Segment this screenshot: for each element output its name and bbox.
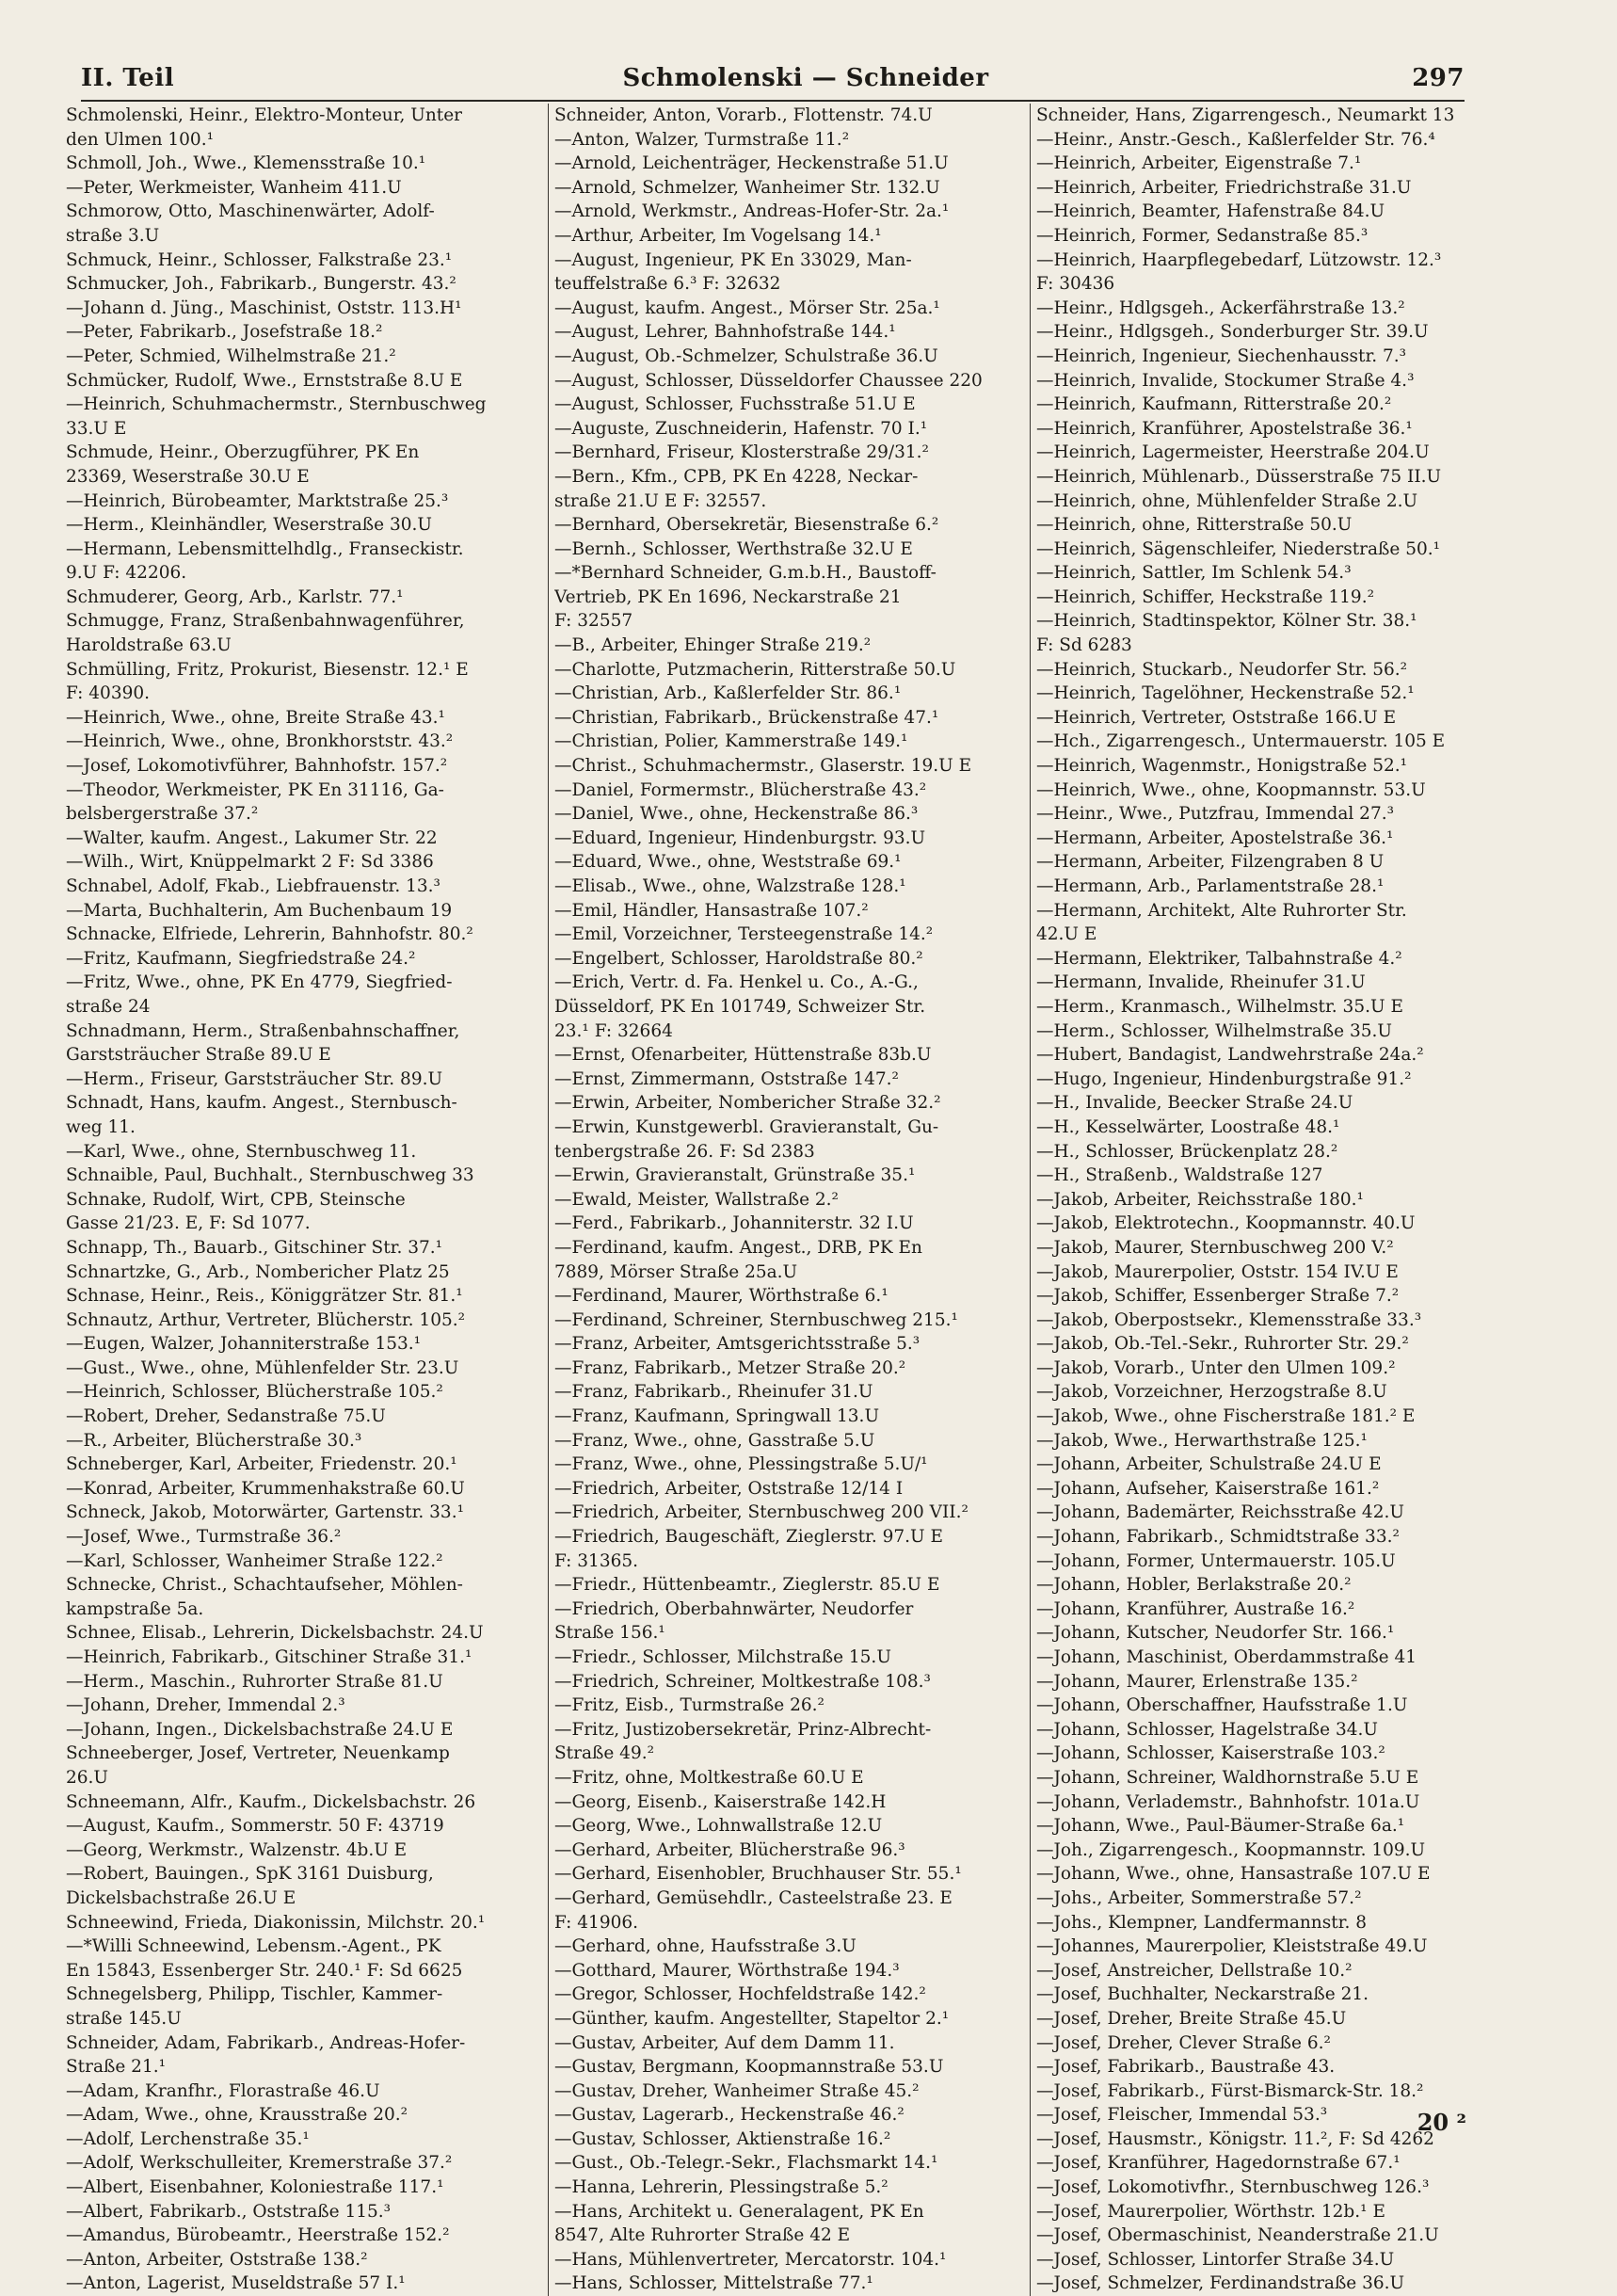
directory-entry: Schnee, Elisab., Lehrerin, Dickelsbachstr. 24.U	[66, 1623, 484, 1644]
directory-entry: Schneider, Anton, Vorarb., Flottenstr. 74.U	[554, 105, 933, 125]
directory-entry: —Josef, Lokomotivfhr., Sternbuschweg 126.³	[1036, 2177, 1430, 2198]
directory-entry: Vertrieb, PK En 1696, Neckarstraße 21	[554, 586, 902, 607]
directory-entry: —Fritz, Eisb., Turmstraße 26.²	[554, 1695, 825, 1716]
directory-entry: —Hermann, Architekt, Alte Ruhrorter Str.	[1036, 900, 1407, 921]
directory-entry: —Peter, Werkmeister, Wanheim 411.U	[66, 177, 402, 198]
directory-entry: En 15843, Essenberger Str. 240.¹ F: Sd 6625	[66, 1960, 463, 1981]
directory-entry: —Heinr., Hdlgsgeh., Sonderburger Str. 39.U	[1036, 322, 1429, 343]
directory-entry: Schmuck, Heinr., Schlosser, Falkstraße 23.¹	[66, 249, 453, 270]
directory-entry: F: 32557	[554, 611, 633, 632]
directory-entry: —Gustav, Bergmann, Koopmannstraße 53.U	[554, 2057, 944, 2078]
directory-entry: —Gustav, Arbeiter, Auf dem Damm 11.	[554, 2032, 895, 2053]
directory-entry: —Ferdinand, Schreiner, Sternbuschweg 215.¹	[554, 1309, 958, 1330]
directory-entry: —Johann, Schlosser, Hagelstraße 34.U	[1036, 1719, 1378, 1740]
directory-entry: —Gust., Ob.-Telegr.-Sekr., Flachsmarkt 14.¹	[554, 2153, 938, 2174]
directory-entry: Schnautz, Arthur, Vertreter, Blücherstr. 105.²	[66, 1309, 466, 1330]
directory-entry: —Arnold, Schmelzer, Wanheimer Str. 132.U	[554, 177, 940, 198]
directory-entry: —Charlotte, Putzmacherin, Ritterstraße 50.U	[554, 659, 956, 680]
directory-entry: —Daniel, Formermstr., Blücherstraße 43.²	[554, 779, 927, 800]
directory-entry: —Heinrich, Invalide, Stockumer Straße 4.³	[1036, 370, 1415, 391]
directory-entry: —Adam, Wwe., ohne, Krausstraße 20.²	[66, 2105, 408, 2126]
directory-entry: kampstraße 5a.	[66, 1598, 204, 1619]
directory-entry: F: 40390.	[66, 683, 151, 704]
directory-entry: —Heinrich, Wwe., ohne, Bronkhorststr. 43.²	[66, 731, 454, 752]
directory-entry: —Peter, Fabrikarb., Josefstraße 18.²	[66, 322, 383, 343]
directory-entry: —Heinrich, Vertreter, Oststraße 166.U E	[1036, 707, 1397, 728]
directory-entry: —Herm., Friseur, Garststräucher Str. 89.U	[66, 1068, 443, 1089]
directory-entry: Garststräucher Straße 89.U E	[66, 1045, 331, 1066]
directory-entry: belsbergerstraße 37.²	[66, 804, 259, 825]
directory-entry: —Heinrich, Ingenieur, Siechenhausstr. 7.³	[1036, 345, 1407, 366]
directory-entry: —Bernhard, Obersekretär, Biesenstraße 6.²	[554, 515, 939, 536]
directory-entry: —Arnold, Werkmstr., Andreas-Hofer-Str. 2a.¹	[554, 201, 950, 222]
directory-entry: —Johann, Wwe., ohne, Hansastraße 107.U E	[1036, 1864, 1431, 1885]
directory-entry: —*Willi Schneewind, Lebensm.-Agent., PK	[66, 1936, 441, 1957]
directory-entry: Schneider, Hans, Zigarrengesch., Neumarkt 13	[1036, 105, 1455, 125]
page-header	[81, 56, 1465, 102]
directory-entry: —Herm., Kranmasch., Wilhelmstr. 35.U E	[1036, 996, 1403, 1017]
directory-entry: Schmude, Heinr., Oberzugführer, PK En	[66, 442, 420, 463]
directory-entry: —Gerhard, Arbeiter, Blücherstraße 96.³	[554, 1839, 905, 1860]
directory-entry: —Joh., Zigarrengesch., Koopmannstr. 109.U	[1036, 1839, 1426, 1860]
directory-entry: —Anton, Arbeiter, Oststraße 138.²	[66, 2249, 368, 2270]
directory-entry: —Josef, Maurerpolier, Wörthstr. 12b.¹ E	[1036, 2201, 1385, 2222]
directory-entry: Schmorow, Otto, Maschinenwärter, Adolf-	[66, 201, 435, 222]
directory-entry: —Heinr., Anstr.-Gesch., Kaßlerfelder Str. 76.⁴	[1036, 129, 1435, 150]
directory-entry: 42.U E	[1036, 924, 1097, 945]
directory-entry: Schnartzke, G., Arb., Nombericher Platz 25	[66, 1261, 450, 1282]
directory-entry: —Georg, Wwe., Lohnwallstraße 12.U	[554, 1816, 883, 1837]
section-label: II. Teil	[81, 64, 175, 92]
directory-entry: —Hermann, Arbeiter, Filzengraben 8 U	[1036, 852, 1385, 873]
directory-entry: —Bern., Kfm., CPB, PK En 4228, Neckar-	[554, 466, 919, 487]
directory-entry: —Johann, Hobler, Berlakstraße 20.²	[1036, 1575, 1352, 1596]
directory-entry: —Ferdinand, Maurer, Wörthstraße 6.¹	[554, 1286, 889, 1307]
directory-entry: Haroldstraße 63.U	[66, 635, 232, 656]
directory-entry: —Erich, Vertr. d. Fa. Henkel u. Co., A.-G.,	[554, 972, 919, 993]
directory-entry: —H., Schlosser, Brückenplatz 28.²	[1036, 1141, 1338, 1162]
directory-entry: —Johann d. Jüng., Maschinist, Oststr. 113.H¹	[66, 297, 462, 318]
directory-entry: —Gerhard, Gemüsehdlr., Casteelstraße 23. E	[554, 1887, 953, 1908]
directory-entry: —Elisab., Wwe., ohne, Walzstraße 128.¹	[554, 876, 906, 896]
directory-entry: Schnake, Rudolf, Wirt, CPB, Steinsche	[66, 1189, 406, 1210]
directory-entry: Schnadmann, Herm., Straßenbahnschaffner,	[66, 1020, 460, 1041]
directory-entry: —August, Schlosser, Düsseldorfer Chaussee 220	[554, 370, 983, 391]
directory-entry: Schnacke, Elfriede, Lehrerin, Bahnhofstr. 80.²	[66, 924, 473, 945]
directory-entry: —Josef, Hausmstr., Königstr. 11.², F: Sd 4262	[1036, 2128, 1434, 2149]
directory-entry: 8547, Alte Ruhrorter Straße 42 E	[554, 2225, 851, 2246]
directory-entry: —Jakob, Elektrotechn., Koopmannstr. 40.U	[1036, 1213, 1416, 1234]
directory-entry: —Heinrich, ohne, Ritterstraße 50.U	[1036, 515, 1353, 536]
directory-entry: —Johann, Schlosser, Kaiserstraße 103.²	[1036, 1743, 1385, 1764]
directory-entry: —B., Arbeiter, Ehinger Straße 219.²	[554, 635, 872, 656]
directory-entry: F: 31365.	[554, 1550, 639, 1571]
directory-entry: —Emil, Händler, Hansastraße 107.²	[554, 900, 869, 921]
directory-entry: —Anton, Walzer, Turmstraße 11.²	[554, 129, 850, 150]
directory-entry: —August, Lehrer, Bahnhofstraße 144.¹	[554, 322, 896, 343]
directory-entry: Schnaible, Paul, Buchhalt., Sternbuschweg 33	[66, 1165, 474, 1186]
directory-entry: —Hans, Architekt u. Generalagent, PK En	[554, 2201, 924, 2222]
directory-entry: Schnapp, Th., Bauarb., Gitschiner Str. 37.¹	[66, 1237, 443, 1258]
directory-entry: Schmolenski, Heinr., Elektro-Monteur, Unter	[66, 105, 463, 125]
directory-entry: —Josef, Fabrikarb., Baustraße 43.	[1036, 2057, 1336, 2078]
directory-entry: 7889, Mörser Straße 25a.U	[554, 1261, 798, 1282]
directory-entry: —Eduard, Wwe., ohne, Weststraße 69.¹	[554, 852, 902, 873]
directory-entry: —Walter, kaufm. Angest., Lakumer Str. 22	[66, 827, 438, 848]
directory-entry: Schneberger, Karl, Arbeiter, Friedenstr. 20.¹	[66, 1454, 457, 1475]
directory-entry: —Arnold, Leichenträger, Heckenstraße 51.U	[554, 153, 949, 174]
directory-entry: Schnecke, Christ., Schachtaufseher, Möhlen-	[66, 1575, 463, 1596]
directory-entry: Schneeberger, Josef, Vertreter, Neuenkamp	[66, 1743, 450, 1764]
directory-entry: —Johann, Verlademstr., Bahnhofstr. 101a.U	[1036, 1791, 1420, 1812]
directory-column-2	[548, 104, 1025, 2296]
directory-entry: Schnadt, Hans, kaufm. Angest., Sternbusch-	[66, 1093, 457, 1114]
page-number: 297	[1412, 64, 1465, 92]
directory-entry: —Robert, Dreher, Sedanstraße 75.U	[66, 1406, 386, 1427]
directory-entry: —Franz, Wwe., ohne, Gasstraße 5.U	[554, 1430, 875, 1451]
directory-entry: 23.¹ F: 32664	[554, 1020, 673, 1041]
directory-entry: —Heinrich, Schlosser, Blücherstraße 105.²	[66, 1382, 443, 1403]
directory-entry: —Heinrich, Haarpflegebedarf, Lützowstr. 12.³	[1036, 249, 1442, 270]
directory-entry: —Eugen, Walzer, Johanniterstraße 153.¹	[66, 1334, 422, 1355]
directory-entry: —Josef, Wwe., Turmstraße 36.²	[66, 1527, 342, 1548]
directory-entry: den Ulmen 100.¹	[66, 129, 214, 150]
directory-entry: —Josef, Kranführer, Hagedornstraße 67.¹	[1036, 2153, 1401, 2174]
directory-entry: F: 41906.	[554, 1912, 639, 1933]
directory-entry: —Anton, Lagerist, Museldstraße 57 I.¹	[66, 2273, 406, 2294]
directory-entry: —Fritz, Kaufmann, Siegfriedstraße 24.²	[66, 948, 416, 969]
directory-entry: —Heinrich, Tagelöhner, Heckenstraße 52.¹	[1036, 683, 1415, 704]
directory-entry: —Christian, Fabrikarb., Brückenstraße 47.¹	[554, 707, 939, 728]
directory-entry: —Johannes, Maurerpolier, Kleiststraße 49.U	[1036, 1936, 1428, 1957]
directory-entry: —Heinrich, Arbeiter, Eigenstraße 7.¹	[1036, 153, 1362, 174]
directory-entry: —Gotthard, Maurer, Wörthstraße 194.³	[554, 1960, 900, 1981]
directory-entry: —Heinr., Hdlgsgeh., Ackerfährstraße 13.²	[1036, 297, 1405, 318]
directory-entry: —Josef, Fabrikarb., Fürst-Bismarck-Str. 18.²	[1036, 2080, 1424, 2101]
directory-entry: 26.U	[66, 1767, 109, 1788]
directory-entry: —Josef, Anstreicher, Dellstraße 10.²	[1036, 1960, 1353, 1981]
directory-entry: —Franz, Fabrikarb., Metzer Straße 20.²	[554, 1357, 906, 1378]
directory-entry: —Christian, Arb., Kaßlerfelder Str. 86.¹	[554, 683, 902, 704]
directory-entry: —Adolf, Werkschulleiter, Kremerstraße 37.²	[66, 2153, 453, 2174]
directory-entry: —Friedrich, Oberbahnwärter, Neudorfer	[554, 1598, 914, 1619]
directory-entry: —Konrad, Arbeiter, Krummenhakstraße 60.U	[66, 1478, 465, 1499]
directory-entry: —Johann, Dreher, Immendal 2.³	[66, 1695, 345, 1716]
directory-entry: straße 145.U	[66, 2008, 182, 2029]
directory-entry: Schneemann, Alfr., Kaufm., Dickelsbachstr. 26	[66, 1791, 476, 1812]
directory-entry: —Ferd., Fabrikarb., Johanniterstr. 32 I.U	[554, 1213, 914, 1234]
directory-entry: —Theodor, Werkmeister, PK En 31116, Ga-	[66, 779, 444, 800]
directory-entry: F: 30436	[1036, 274, 1115, 295]
directory-entry: F: Sd 6283	[1036, 635, 1132, 656]
directory-entry: Schmuderer, Georg, Arb., Karlstr. 77.¹	[66, 586, 404, 607]
directory-entry: —Hugo, Ingenieur, Hindenburgstraße 91.²	[1036, 1068, 1412, 1089]
directory-entry: Schmugge, Franz, Straßenbahnwagenführer,	[66, 611, 465, 632]
directory-entry: —Auguste, Zuschneiderin, Hafenstr. 70 I.¹	[554, 418, 928, 439]
directory-entry: Schneider, Adam, Fabrikarb., Andreas-Hofer-	[66, 2032, 466, 2053]
directory-entry: —Jakob, Arbeiter, Reichsstraße 180.¹	[1036, 1189, 1364, 1210]
directory-entry: —Heinrich, Mühlenarb., Düsserstraße 75 II.U	[1036, 466, 1442, 487]
directory-entry: —Hermann, Arb., Parlamentstraße 28.¹	[1036, 876, 1385, 896]
directory-entry: —Johann, Wwe., Paul-Bäumer-Straße 6a.¹	[1036, 1816, 1405, 1837]
directory-entry: —Friedrich, Baugeschäft, Zieglerstr. 97.U E	[554, 1527, 944, 1548]
directory-entry: —Heinrich, Lagermeister, Heerstraße 204.U	[1036, 442, 1430, 463]
directory-entry: —Heinrich, Beamter, Hafenstraße 84.U	[1036, 201, 1385, 222]
directory-entry: —Heinrich, Sattler, Im Schlenk 54.³	[1036, 563, 1352, 584]
directory-entry: —Jakob, Schiffer, Essenberger Straße 7.²	[1036, 1286, 1400, 1307]
directory-entry: —Gustav, Lagerarb., Heckenstraße 46.²	[554, 2105, 905, 2126]
directory-entry: —Herm., Kleinhändler, Weserstraße 30.U	[66, 515, 433, 536]
directory-entry: —Gerhard, Eisenhobler, Bruchhauser Str. 55.¹	[554, 1864, 962, 1885]
directory-entry: teuffelstraße 6.³ F: 32632	[554, 274, 781, 295]
directory-entry: Dickelsbachstraße 26.U E	[66, 1887, 296, 1908]
directory-entry: —Wilh., Wirt, Knüppelmarkt 2 F: Sd 3386	[66, 852, 434, 873]
directory-entry: —Heinrich, Sägenschleifer, Niederstraße 50.¹	[1036, 538, 1441, 559]
directory-entry: —Josef, Dreher, Clever Straße 6.²	[1036, 2032, 1331, 2053]
directory-entry: —Josef, Fleischer, Immendal 53.³	[1036, 2105, 1328, 2126]
directory-entry: —Heinrich, Kaufmann, Ritterstraße 20.²	[1036, 394, 1392, 415]
directory-entry: —Fritz, Wwe., ohne, PK En 4779, Siegfried-	[66, 972, 453, 993]
directory-entry: Straße 156.¹	[554, 1623, 665, 1644]
directory-entry: —Friedr., Schlosser, Milchstraße 15.U	[554, 1647, 891, 1667]
directory-entry: —Johann, Kutscher, Neudorfer Str. 166.¹	[1036, 1623, 1395, 1644]
directory-entry: —Friedrich, Arbeiter, Oststraße 12/14 I	[554, 1478, 904, 1499]
directory-entry: —August, Ob.-Schmelzer, Schulstraße 36.U	[554, 345, 938, 366]
directory-entry: —Gerhard, ohne, Haufsstraße 3.U	[554, 1936, 857, 1957]
directory-entry: —Karl, Schlosser, Wanheimer Straße 122.²	[66, 1550, 443, 1571]
directory-entry: Schneck, Jakob, Motorwärter, Gartenstr. 33.¹	[66, 1502, 464, 1523]
directory-entry: —Johann, Kranführer, Austraße 16.²	[1036, 1598, 1355, 1619]
directory-entry: —Johann, Former, Untermauerstr. 105.U	[1036, 1550, 1396, 1571]
directory-entry: Schnase, Heinr., Reis., Königgrätzer Str. 81.¹	[66, 1286, 463, 1307]
directory-column-1	[66, 104, 533, 2296]
directory-entry: —Franz, Wwe., ohne, Plessingstraße 5.U/¹	[554, 1454, 928, 1475]
directory-entry: Schmücker, Rudolf, Wwe., Ernststraße 8.U E	[66, 370, 463, 391]
directory-entry: —August, Ingenieur, PK En 33029, Man-	[554, 249, 912, 270]
directory-entry: —Gust., Wwe., ohne, Mühlenfelder Str. 23.U	[66, 1357, 459, 1378]
directory-entry: —Hans, Schlosser, Mittelstraße 77.¹	[554, 2273, 873, 2294]
directory-entry: 33.U E	[66, 418, 127, 439]
directory-entry: —Hermann, Elektriker, Talbahnstraße 4.²	[1036, 948, 1402, 969]
directory-entry: —Herm., Schlosser, Wilhelmstraße 35.U	[1036, 1020, 1392, 1041]
directory-entry: —Franz, Arbeiter, Amtsgerichtsstraße 5.³	[554, 1334, 921, 1355]
directory-entry: 23369, Weserstraße 30.U E	[66, 466, 310, 487]
directory-entry: —Johann, Fabrikarb., Schmidtstraße 33.²	[1036, 1527, 1400, 1548]
directory-entry: straße 3.U	[66, 225, 160, 246]
directory-entry: —Robert, Bauingen., SpK 3161 Duisburg,	[66, 1864, 434, 1885]
directory-entry: —Jakob, Vorzeichner, Herzogstraße 8.U	[1036, 1382, 1387, 1403]
directory-entry: —Heinrich, Wwe., ohne, Breite Straße 43.¹	[66, 707, 445, 728]
directory-entry: Gasse 21/23. E, F: Sd 1077.	[66, 1213, 311, 1234]
directory-entry: —Georg, Eisenb., Kaiserstraße 142.H	[554, 1791, 887, 1812]
directory-entry: —Bernh., Schlosser, Werthstraße 32.U E	[554, 538, 913, 559]
directory-entry: —Johann, Oberschaffner, Haufsstraße 1.U	[1036, 1695, 1408, 1716]
directory-entry: Schnabel, Adolf, Fkab., Liebfrauenstr. 13.³	[66, 876, 440, 896]
directory-entry: —Heinrich, Former, Sedanstraße 85.³	[1036, 225, 1369, 246]
directory-entry: —Friedrich, Schreiner, Moltkestraße 108.³	[554, 1671, 931, 1692]
directory-entry: —Heinrich, Schuhmachermstr., Sternbuschweg	[66, 394, 487, 415]
directory-entry: —Ernst, Zimmermann, Oststraße 147.²	[554, 1068, 899, 1089]
directory-entry: —Johann, Aufseher, Kaiserstraße 161.²	[1036, 1478, 1380, 1499]
directory-entry: —*Bernhard Schneider, G.m.b.H., Baustoff-	[554, 563, 937, 584]
signature-mark: 20 ²	[1417, 2109, 1466, 2136]
directory-entry: —Heinrich, Wwe., ohne, Koopmannstr. 53.U	[1036, 779, 1426, 800]
directory-entry: —Franz, Kaufmann, Springwall 13.U	[554, 1406, 880, 1427]
directory-entry: —Hermann, Invalide, Rheinufer 31.U	[1036, 972, 1366, 993]
directory-entry: straße 21.U E F: 32557.	[554, 490, 767, 511]
directory-entry: —Friedr., Hüttenbeamtr., Zieglerstr. 85.U E	[554, 1575, 940, 1596]
directory-entry: —H., Straßenb., Waldstraße 127	[1036, 1165, 1323, 1186]
directory-entry: —Christ., Schuhmachermstr., Glaserstr. 19.U E	[554, 756, 972, 777]
directory-entry: —Heinrich, Arbeiter, Friedrichstraße 31.U	[1036, 177, 1412, 198]
directory-entry: —Emil, Vorzeichner, Tersteegenstraße 14.²	[554, 924, 934, 945]
directory-entry: —Hanna, Lehrerin, Plessingstraße 5.²	[554, 2177, 889, 2198]
directory-entry: —Heinrich, Stuckarb., Neudorfer Str. 56.²	[1036, 659, 1408, 680]
directory-entry: —Johann, Maschinist, Oberdammstraße 41	[1036, 1647, 1417, 1667]
directory-column-3	[1030, 104, 1494, 2296]
directory-entry: —Bernhard, Friseur, Klosterstraße 29/31.²	[554, 442, 929, 463]
directory-entry: —Josef, Schlosser, Lintorfer Straße 34.U	[1036, 2249, 1395, 2270]
directory-entry: —Ernst, Ofenarbeiter, Hüttenstraße 83b.U	[554, 1045, 932, 1066]
directory-entry: —Herm., Maschin., Ruhrorter Straße 81.U	[66, 1671, 443, 1692]
directory-entry: —Johs., Arbeiter, Sommerstraße 57.²	[1036, 1887, 1362, 1908]
directory-entry: —Josef, Lokomotivführer, Bahnhofstr. 157.²	[66, 756, 448, 777]
directory-entry: —Albert, Fabrikarb., Oststraße 115.³	[66, 2201, 392, 2222]
directory-entry: straße 24	[66, 996, 151, 1017]
directory-entry: —Franz, Fabrikarb., Rheinufer 31.U	[554, 1382, 873, 1403]
directory-entry: —Marta, Buchhalterin, Am Buchenbaum 19	[66, 900, 453, 921]
directory-entry: —Ewald, Meister, Wallstraße 2.²	[554, 1189, 839, 1210]
directory-entry: —R., Arbeiter, Blücherstraße 30.³	[66, 1430, 362, 1451]
directory-entry: Schmucker, Joh., Fabrikarb., Bungerstr. 43.²	[66, 274, 456, 295]
directory-entry: Schmoll, Joh., Wwe., Klemensstraße 10.¹	[66, 153, 426, 174]
directory-entry: —August, Kaufm., Sommerstr. 50 F: 43719	[66, 1816, 444, 1837]
directory-entry: —Johann, Maurer, Erlenstraße 135.²	[1036, 1671, 1358, 1692]
directory-entry: —Josef, Obermaschinist, Neanderstraße 21.U	[1036, 2225, 1439, 2246]
directory-entry: —Günther, kaufm. Angestellter, Stapeltor 2.¹	[554, 2008, 950, 2029]
directory-entry: —Ferdinand, kaufm. Angest., DRB, PK En	[554, 1237, 922, 1258]
directory-entry: —Karl, Wwe., ohne, Sternbuschweg 11.	[66, 1141, 417, 1162]
directory-entry: —Heinr., Wwe., Putzfrau, Immendal 27.³	[1036, 804, 1395, 825]
directory-entry: tenbergstraße 26. F: Sd 2383	[554, 1141, 815, 1162]
directory-entry: —Gregor, Schlosser, Hochfeldstraße 142.²	[554, 1984, 926, 2005]
directory-entry: —Erwin, Arbeiter, Nombericher Straße 32.²	[554, 1093, 941, 1114]
directory-entry: —Engelbert, Schlosser, Haroldstraße 80.²	[554, 948, 923, 969]
directory-entry: —Friedrich, Arbeiter, Sternbuschweg 200 VII.²	[554, 1502, 969, 1523]
directory-entry: —Eduard, Ingenieur, Hindenburgstr. 93.U	[554, 827, 926, 848]
directory-entry: —Jakob, Oberpostsekr., Klemensstraße 33.³	[1036, 1309, 1422, 1330]
directory-entry: —Josef, Dreher, Breite Straße 45.U	[1036, 2008, 1347, 2029]
directory-entry: 9.U F: 42206.	[66, 563, 187, 584]
directory-entry: —Jakob, Vorarb., Unter den Ulmen 109.²	[1036, 1357, 1396, 1378]
directory-entry: —Peter, Schmied, Wilhelmstraße 21.²	[66, 345, 396, 366]
directory-entry: —Heinrich, Stadtinspektor, Kölner Str. 38.¹	[1036, 611, 1417, 632]
directory-entry: Straße 49.²	[554, 1743, 655, 1764]
directory-entry: —Heinrich, Schiffer, Heckstraße 119.²	[1036, 586, 1374, 607]
directory-entry: —Fritz, Justizobersekretär, Prinz-Albrecht-	[554, 1719, 932, 1740]
directory-entry: —Johs., Klempner, Landfermannstr. 8	[1036, 1912, 1367, 1933]
directory-entry: —H., Kesselwärter, Loostraße 48.¹	[1036, 1116, 1340, 1137]
directory-entry: —Jakob, Ob.-Tel.-Sekr., Ruhrorter Str. 29.²	[1036, 1334, 1409, 1355]
directory-entry: —Hch., Zigarrengesch., Untermauerstr. 105 E	[1036, 731, 1446, 752]
directory-entry: —Gustav, Dreher, Wanheimer Straße 45.²	[554, 2080, 920, 2101]
directory-entry: —Jakob, Maurerpolier, Oststr. 154 IV.U E	[1036, 1261, 1399, 1282]
directory-entry: —Jakob, Wwe., ohne Fischerstraße 181.² E	[1036, 1406, 1416, 1427]
directory-entry: —Jakob, Wwe., Herwarthstraße 125.¹	[1036, 1430, 1368, 1451]
directory-entry: —Heinrich, Kranführer, Apostelstraße 36.¹	[1036, 418, 1413, 439]
directory-entry: Schnegelsberg, Philipp, Tischler, Kammer-	[66, 1984, 443, 2005]
directory-entry: —Gustav, Schlosser, Aktienstraße 16.²	[554, 2128, 891, 2149]
directory-entry: —Amandus, Bürobeamtr., Heerstraße 152.²	[66, 2225, 450, 2246]
directory-entry: —Hubert, Bandagist, Landwehrstraße 24a.²	[1036, 1045, 1424, 1066]
directory-entry: —Hermann, Lebensmittelhdlg., Franseckistr.	[66, 538, 464, 559]
directory-entry: —Johann, Arbeiter, Schulstraße 24.U E	[1036, 1454, 1382, 1475]
directory-entry: —Erwin, Gravieranstalt, Grünstraße 35.¹	[554, 1165, 916, 1186]
directory-entry: —Hermann, Arbeiter, Apostelstraße 36.¹	[1036, 827, 1394, 848]
directory-entry: weg 11.	[66, 1116, 136, 1137]
directory-entry: —Albert, Eisenbahner, Koloniestraße 117.¹	[66, 2177, 444, 2198]
directory-entry: —August, Schlosser, Fuchsstraße 51.U E	[554, 394, 916, 415]
directory-entry: —Adam, Kranfhr., Florastraße 46.U	[66, 2080, 380, 2101]
directory-entry: —Heinrich, Wagenmstr., Honigstraße 52.¹	[1036, 756, 1408, 777]
directory-entry: —Arthur, Arbeiter, Im Vogelsang 14.¹	[554, 225, 882, 246]
directory-entry: —Adolf, Lerchenstraße 35.¹	[66, 2128, 310, 2149]
directory-entry: —Erwin, Kunstgewerbl. Gravieranstalt, Gu-	[554, 1116, 939, 1137]
directory-entry: —Heinrich, Fabrikarb., Gitschiner Straße 31.¹	[66, 1647, 472, 1667]
directory-entry: —Georg, Werkmstr., Walzenstr. 4b.U E	[66, 1839, 408, 1860]
directory-entry: Schmülling, Fritz, Prokurist, Biesenstr. 12.¹ E	[66, 659, 469, 680]
directory-entry: Düsseldorf, PK En 101749, Schweizer Str.	[554, 996, 926, 1017]
directory-entry: —Heinrich, ohne, Mühlenfelder Straße 2.U	[1036, 490, 1418, 511]
running-title: Schmolenski — Schneider	[622, 64, 989, 92]
directory-entry: —Jakob, Maurer, Sternbuschweg 200 V.²	[1036, 1237, 1394, 1258]
directory-entry: —Johann, Bademärter, Reichsstraße 42.U	[1036, 1502, 1404, 1523]
directory-entry: —H., Invalide, Beecker Straße 24.U	[1036, 1093, 1353, 1114]
directory-entry: Schneewind, Frieda, Diakonissin, Milchstr. 20.¹	[66, 1912, 486, 1933]
directory-entry: —Fritz, ohne, Moltkestraße 60.U E	[554, 1767, 864, 1788]
directory-entry: —Christian, Polier, Kammerstraße 149.¹	[554, 731, 908, 752]
directory-entry: Straße 21.¹	[66, 2057, 167, 2078]
directory-entry: —Josef, Schmelzer, Ferdinandstraße 36.U	[1036, 2273, 1405, 2294]
directory-entry: —Josef, Buchhalter, Neckarstraße 21.	[1036, 1984, 1369, 2005]
directory-entry: —August, kaufm. Angest., Mörser Str. 25a.¹	[554, 297, 940, 318]
directory-entry: —Johann, Schreiner, Waldhornstraße 5.U E	[1036, 1767, 1419, 1788]
directory-entry: —Hans, Mühlenvertreter, Mercatorstr. 104.¹	[554, 2249, 947, 2270]
directory-entry: —Johann, Ingen., Dickelsbachstraße 24.U E	[66, 1719, 454, 1740]
directory-entry: —Heinrich, Bürobeamter, Marktstraße 25.³	[66, 490, 449, 511]
directory-entry: —Daniel, Wwe., ohne, Heckenstraße 86.³	[554, 804, 919, 825]
